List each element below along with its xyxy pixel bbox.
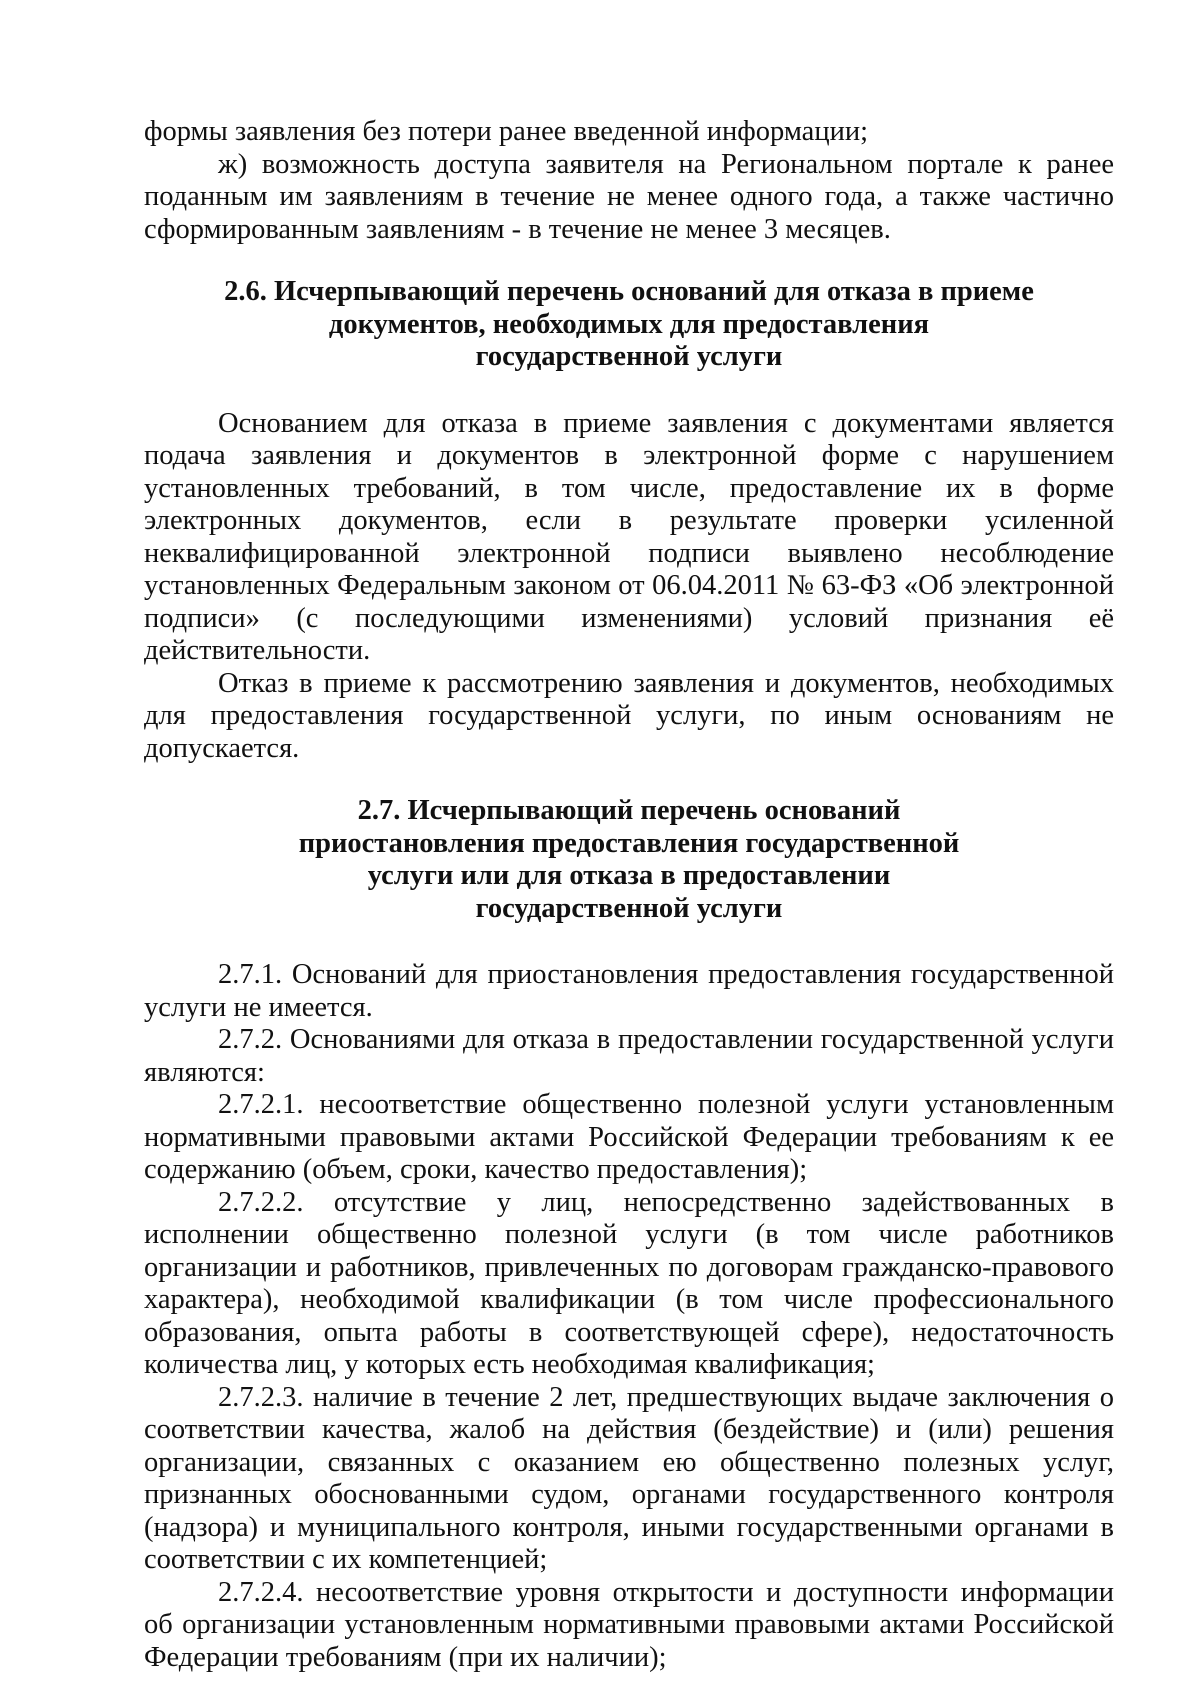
paragraph-2-7-2-4: 2.7.2.4. несоответствие уровня открытости и доступности информации об организации установленным нормативными правовыми актами Российской Федерации требованиям (при их наличии); xyxy=(144,1576,1114,1673)
paragraph-2-7-2-1: 2.7.2.1. несоответствие общественно полезной услуги установленным нормативными правовыми актами Российской Федерации требованиям к ее содержанию (объем, сроки, качество предоставления); xyxy=(144,1089,1114,1185)
section-heading-2-7: 2.7. Исчерпывающий перечень оснований приостановления предоставления государственной услуги или для отказа в предоставлении государственной услуги xyxy=(298,795,960,924)
paragraph-intro-continuation: формы заявления без потери ранее введенной информации; xyxy=(144,116,868,147)
paragraph-intro-item-zh: ж) возможность доступа заявителя на Региональном портале к ранее поданным им заявлениям в течение не менее одного года, а также частично сформированным заявлениям - в течение не менее 3 месяцев. xyxy=(144,148,1114,245)
paragraph-2-7-2-2: 2.7.2.2. отсутствие у лиц, непосредственно задействованных в исполнении общественно полезной услуги (в том числе работников организации и работников, привлеченных по договорам гражданско-правового характера), необходимой квалификации (в том числе профессионального образования, опыта работы в соответствующей сфере), недостаточность количества лиц, у которых есть необходимая квалификация; xyxy=(144,1186,1114,1380)
paragraph-2-6-grounds: Основанием для отказа в приеме заявления с документами является подача заявления и документов в электронной форме с нарушением установленных требований, в том числе, предоставление их в форме электронных документов, если в результате проверки усиленной неквалифицированной электронной подписи выявлено несоблюдение установленных Федеральным законом от 06.04.2011 № 63-ФЗ «Об электронной подписи» (с последующими изменениями) условий признания её действительности. xyxy=(144,407,1114,666)
paragraph-2-7-2: 2.7.2. Основаниями для отказа в предоставлении государственной услуги являются: xyxy=(144,1024,1114,1088)
paragraph-2-6-no-other-grounds: Отказ в приеме к рассмотрению заявления и документов, необходимых для предоставления государственной услуги, по иным основаниям не допускается. xyxy=(144,667,1114,764)
paragraph-2-7-1: 2.7.1. Оснований для приостановления предоставления государственной услуги не имеется. xyxy=(144,959,1114,1023)
paragraph-2-7-2-3: 2.7.2.3. наличие в течение 2 лет, предшествующих выдаче заключения о соответствии качества, жалоб на действия (бездействие) и (или) решения организации, связанных с оказанием ею общественно полезных услуг, признанных обоснованными судом, органами государственного контроля (надзора) и муниципального контроля, иными государственными органами в соответствии с их компетенцией; xyxy=(144,1381,1114,1575)
document-body xyxy=(144,116,1114,1674)
section-heading-2-6: 2.6. Исчерпывающий перечень оснований для отказа в приеме документов, необходимых для предоставления государственной услуги xyxy=(224,276,1034,372)
